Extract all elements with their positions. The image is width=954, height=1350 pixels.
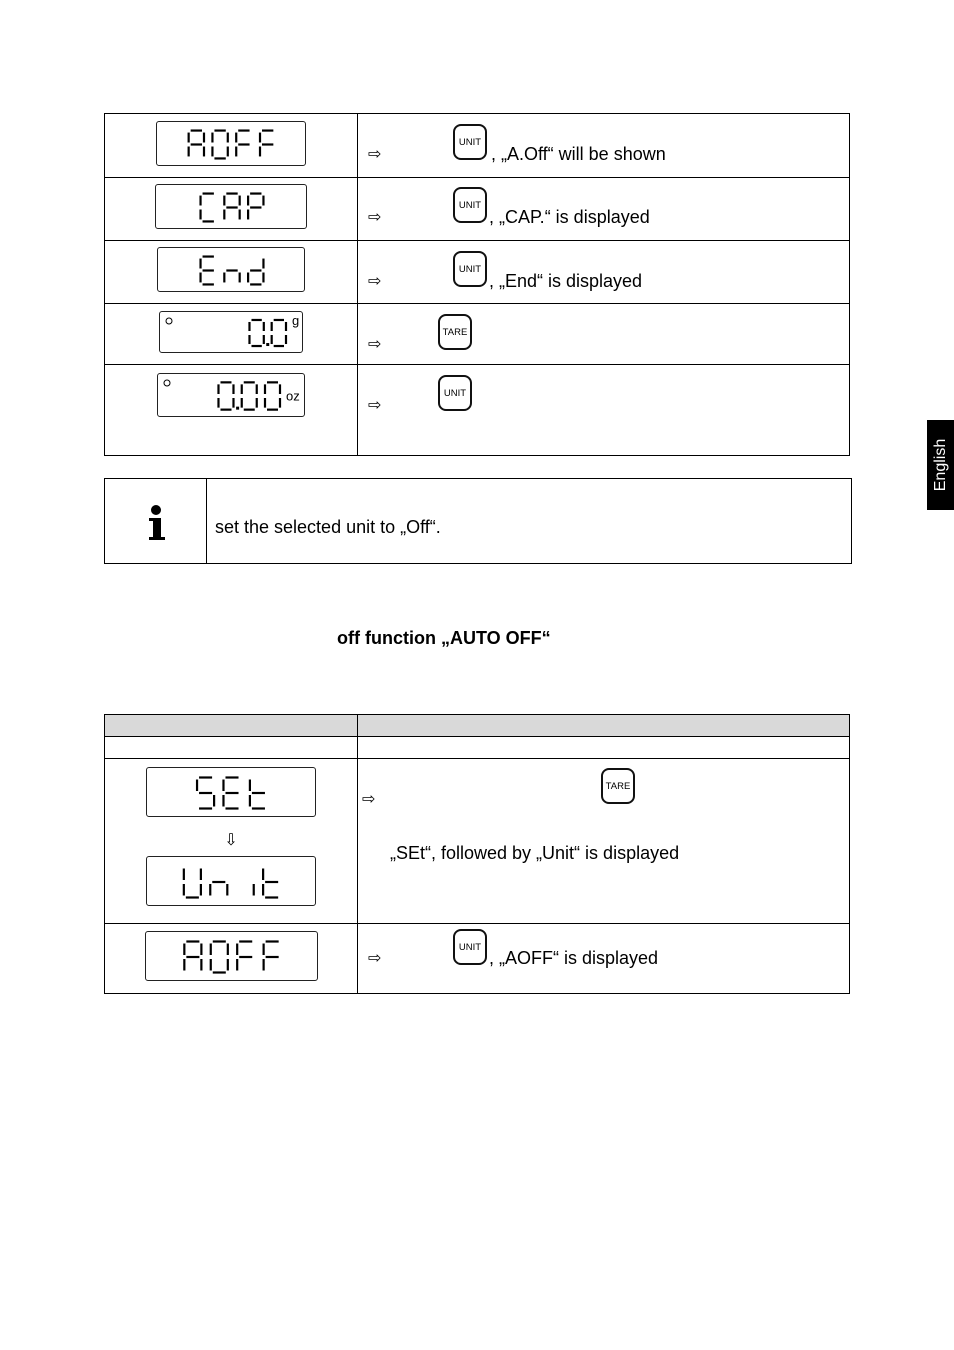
info-note [104,478,852,564]
instruction-cell [358,114,850,178]
instruction-cell [358,365,850,456]
right-arrow-icon: ⇨ [368,334,382,353]
display-cell [105,924,358,994]
instruction-cell [358,759,850,924]
lcd-display-set [146,767,316,817]
instruction-text: , „CAP.“ is displayed [489,207,650,227]
unit-key-icon [453,124,487,160]
right-arrow-icon: ⇨ [368,948,382,967]
display-cell [105,114,358,178]
table-header-row [105,715,850,737]
lcd-display-cap [155,184,307,229]
tare-key-icon [601,768,635,804]
decimal-point [236,407,239,410]
instruction-cell [358,241,850,304]
lcd-display-end [157,247,305,292]
zero-g-segments [160,312,304,354]
display-cell [105,304,358,365]
unit-key-icon [453,251,487,287]
table-row [105,759,850,924]
right-arrow-icon: ⇨ [368,395,382,414]
cap-segments [156,185,308,230]
table-row [105,304,850,365]
lcd-display-zero-g [159,311,303,353]
unit-label: oz [286,388,300,404]
language-tab [927,420,954,510]
key-label: TARE [605,780,631,792]
info-icon-cell [105,479,207,563]
info-icon [105,479,206,563]
lcd-display-aoff [156,121,306,166]
instruction-text: „SEt“, followed by „Unit“ is displayed [390,843,680,863]
instruction-cell [358,178,850,241]
display-cell [105,759,358,924]
unit-label: g [292,312,300,328]
instruction-text: , „AOFF“ is displayed [489,948,659,968]
section-heading: off function „AUTO OFF“ [337,628,551,648]
lcd-display-zero-oz [157,373,305,417]
unit-key-icon [453,929,487,965]
display-cell [105,178,358,241]
unit-key-icon [453,187,487,223]
stability-indicator-icon [164,380,170,386]
right-arrow-icon: ⇨ [368,207,382,226]
instruction-cell [358,304,850,365]
table-row [105,924,850,994]
end-segments [158,248,306,293]
empty-cell [105,737,358,759]
zero-oz-segments [158,374,306,418]
header-cell [105,715,358,737]
aoff-segments [157,122,307,167]
right-arrow-icon: ⇨ [362,789,376,808]
key-label: UNIT [443,387,467,399]
key-label: TARE [442,326,468,338]
table-row [105,178,850,241]
instruction-text: , „End“ is displayed [489,271,643,291]
stability-indicator-icon [166,318,172,324]
display-cell [105,241,358,304]
procedure-table-1 [104,113,850,456]
right-arrow-icon: ⇨ [368,271,382,290]
note-text: set the selected unit to „Off“. [215,517,441,537]
lcd-display-aoff-2 [145,931,318,981]
key-label: UNIT [458,199,482,211]
lcd-display-unit [146,856,316,906]
unit-segments [147,857,317,907]
decimal-point [266,343,269,346]
table-row [105,241,850,304]
down-arrow-icon: ⇩ [224,830,238,849]
set-segments [147,768,317,818]
table-row [105,365,850,456]
header-cell [358,715,850,737]
tare-key-icon [438,314,472,350]
key-label: UNIT [458,263,482,275]
procedure-table-2 [104,714,850,994]
key-label: UNIT [458,136,482,148]
instruction-cell [358,924,850,994]
unit-key-icon [438,375,472,411]
table-row [105,737,850,759]
aoff-2-segments [146,932,319,982]
table-row [105,114,850,178]
key-label: UNIT [458,941,482,953]
right-arrow-icon: ⇨ [368,144,382,163]
empty-cell [358,737,850,759]
instruction-text: , „A.Off“ will be shown [491,144,666,164]
display-cell [105,365,358,456]
language-tab-label: English [931,438,949,492]
